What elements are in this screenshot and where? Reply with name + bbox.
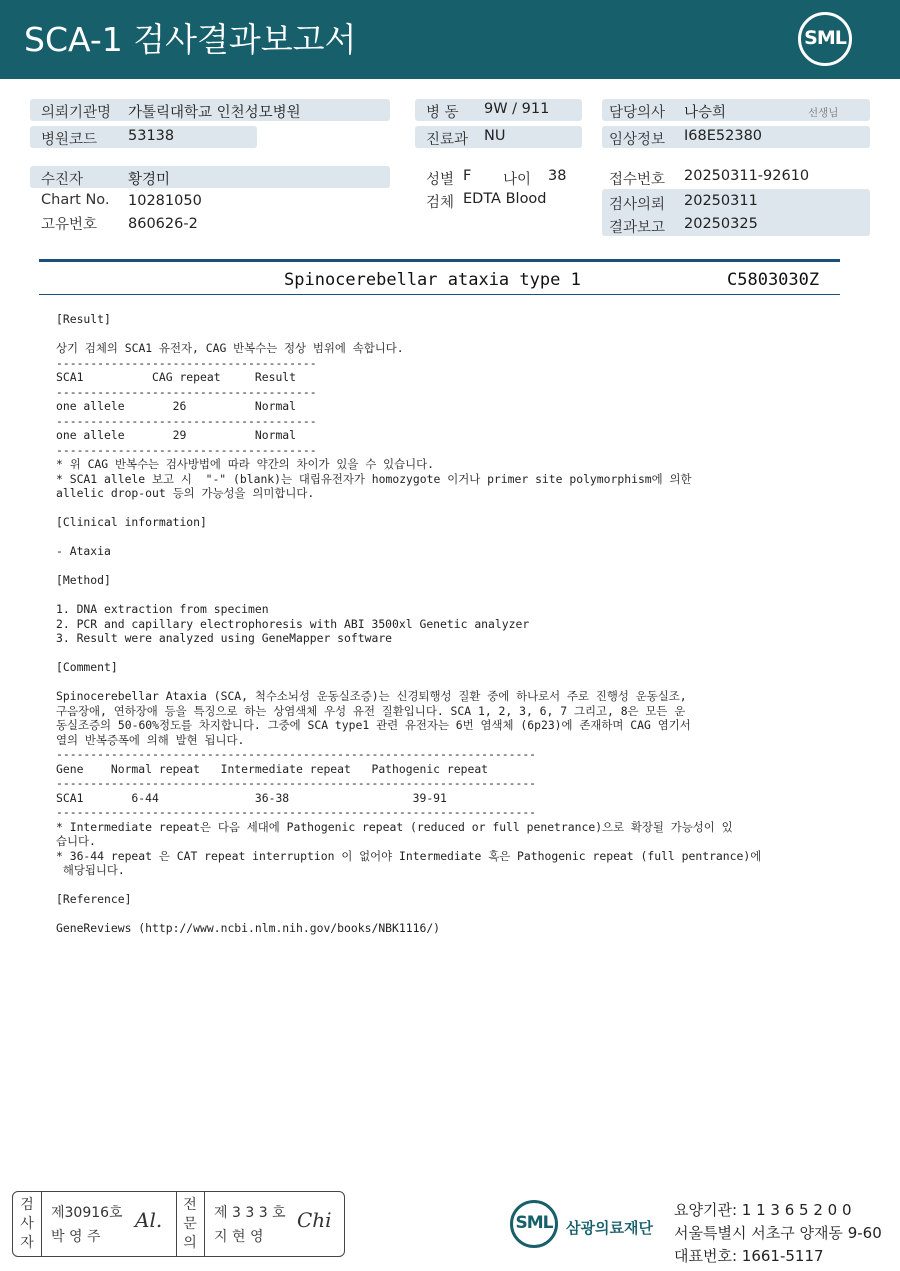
examiner-name: 박 영 주 xyxy=(51,1229,101,1245)
sex-value: F xyxy=(463,168,472,184)
request-label: 검사의뢰 xyxy=(609,197,666,213)
sml-logo xyxy=(798,12,852,66)
foundation-name: 삼광의료재단 xyxy=(566,1219,653,1237)
doctor-value: 나승희 xyxy=(684,105,727,121)
clinical-value: I68E52380 xyxy=(684,128,763,144)
examiner-label xyxy=(17,1196,37,1253)
specialist-label-char: 문 xyxy=(183,1216,197,1232)
hospital-code-label: 병원코드 xyxy=(41,132,98,148)
request-value: 20250311 xyxy=(684,193,758,209)
examiner-label-char: 사 xyxy=(20,1216,34,1232)
signature-box xyxy=(12,1191,345,1257)
divider xyxy=(176,1192,177,1256)
facility-address: 서울특별시 서초구 양재동 9-60 xyxy=(674,1224,882,1242)
patient-label: 수진자 xyxy=(41,172,84,188)
hospital-code-value: 53138 xyxy=(128,128,175,144)
title-rule-top xyxy=(39,259,840,262)
report-date-value: 20250325 xyxy=(684,216,758,232)
facility-code: 요양기관: 1 1 3 6 5 2 0 0 xyxy=(674,1201,852,1219)
patient-bar xyxy=(30,166,390,188)
patient-value: 황경미 xyxy=(128,172,171,188)
doctor-suffix: 선생님 xyxy=(808,107,839,119)
id-label: 고유번호 xyxy=(41,217,98,233)
ward-label: 병 동 xyxy=(426,105,459,121)
id-value: 860626-2 xyxy=(128,216,198,232)
institution-label: 의뢰기관명 xyxy=(41,105,112,121)
test-code: C5803030Z xyxy=(727,270,820,290)
specialist-signature: Chi xyxy=(297,1208,332,1232)
foundation-logo xyxy=(510,1200,558,1248)
specimen-label: 검체 xyxy=(426,195,455,211)
divider xyxy=(204,1192,205,1256)
examiner-number: 제30916호 xyxy=(51,1205,123,1221)
divider xyxy=(41,1192,42,1256)
dept-value: NU xyxy=(484,128,506,144)
receipt-value: 20250311-92610 xyxy=(684,168,810,184)
institution-value: 가톨릭대학교 인천성모병원 xyxy=(128,105,301,121)
dept-label: 진료과 xyxy=(426,132,469,148)
examiner-label-char: 검 xyxy=(20,1197,34,1213)
age-label: 나이 xyxy=(503,172,532,188)
ward-value: 9W / 911 xyxy=(484,101,550,117)
examiner-label-char: 자 xyxy=(20,1235,34,1251)
age-value: 38 xyxy=(548,168,567,184)
specialist-label-char: 의 xyxy=(183,1235,197,1251)
facility-phone: 대표번호: 1661-5117 xyxy=(674,1247,824,1265)
receipt-label: 접수번호 xyxy=(609,172,666,188)
clinical-label: 임상정보 xyxy=(609,132,666,148)
report-header xyxy=(0,0,900,79)
title-rule-bottom xyxy=(39,294,840,295)
examiner-signature: Al. xyxy=(135,1208,163,1232)
doctor-label: 담당의사 xyxy=(609,105,666,121)
report-body: [Result] 상기 검체의 SCA1 유전자, CAG 반복수는 정상 범위에 속합니다. -------------------------------------- SCA1 CAG repeat Result -------------------------------------- one allele 26 Normal -------------------------------------- one allele 29 Normal -------------------------------------- * 위 CAG 반복수는 검사방법에 따라 약간의 차이가 있을 수 있습니다. * SCA1 allele 보고 시 "-" (blank)는 대립유전자가 homozygote 이거나 primer site polymorphism에 의한 allelic drop-out 등의 가능성을 의미합니다. [Clinical information] - Ataxia [Method] 1. DNA extraction from specimen 2. PCR and capillary electrophoresis with ABI 3500xl Genetic analyzer 3. Result were analyzed using GeneMapper software [Comment] Spinocerebellar Ataxia (SCA, 척수소뇌성 운동실조증)는 신경퇴행성 질환 중에 하나로서 주로 진행성 운동실조, 구음장애, 연하장애 등을 특징으로 하는 상염색체 우성 유전 질환입니다. SCA 1, 2, 3, 6, 7 그리고, 8은 모든 운 동실조증의 50-60%정도를 차지합니다. 그중에 SCA type1 관련 유전자는 6번 염색체 (6p23)에 존재하며 CAG 염기서 열의 반복증폭에 의해 발현 됩니다. ---------------------------------------------------------------------- Gene Normal repeat Intermediate repeat Pathogenic repeat ---------------------------------------------------------------------- SCA1 6-44 36-38 39-91 ---------------------------------------------------------------------- * Intermediate repeat은 다음 세대에 Pathogenic repeat (reduced or full penetrance)으로 확장될 가능성이 있 습니다. * 36-44 repeat 은 CAT repeat interruption 이 없어야 Intermediate 혹은 Pathogenic repeat (full pentrance)에 해당됩니다. [Reference] GeneReviews (http://www.ncbi.nlm.nih.gov/books/NBK1116/) xyxy=(56,312,762,935)
sex-label: 성별 xyxy=(426,172,455,188)
logo-text: SML xyxy=(804,27,846,49)
report-date-label: 결과보고 xyxy=(609,220,666,236)
specimen-value: EDTA Blood xyxy=(463,191,547,207)
chart-label: Chart No. xyxy=(41,192,110,208)
report-title: SCA-1 검사결과보고서 xyxy=(24,20,357,59)
specialist-name: 지 현 영 xyxy=(214,1229,264,1245)
specialist-label xyxy=(180,1196,200,1253)
foundation-logo-text: SML xyxy=(515,1213,553,1233)
test-name: Spinocerebellar ataxia type 1 xyxy=(284,270,581,290)
chart-value: 10281050 xyxy=(128,193,202,209)
specialist-label-char: 전 xyxy=(183,1197,197,1213)
specialist-number: 제 3 3 3 호 xyxy=(214,1205,286,1221)
